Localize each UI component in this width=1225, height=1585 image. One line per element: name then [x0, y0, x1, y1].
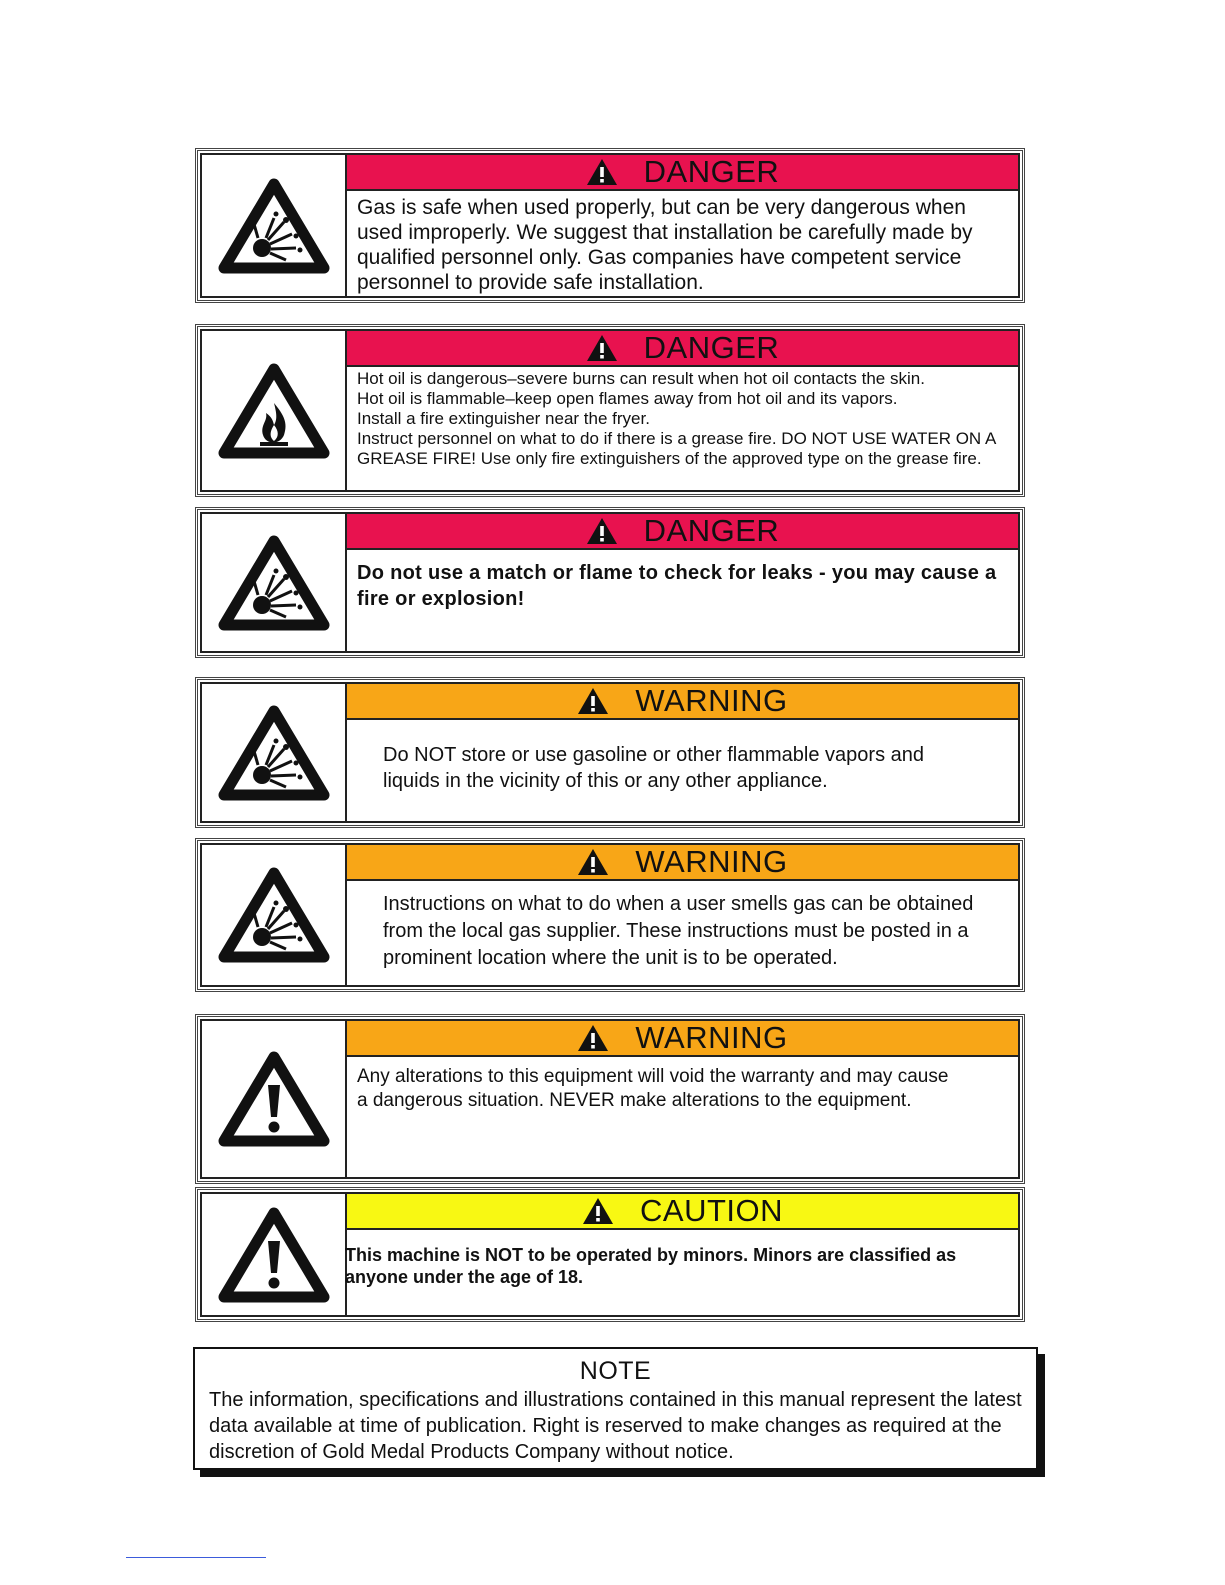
panel-text: Gas is safe when used properly, but can be very dangerous when used improperly. We suggest that installation be carefully made by qualified personnel only. Gas companies have competent service personnel to provide safe installation. [357, 196, 973, 294]
warning-panel-gas-smell [195, 838, 1025, 992]
exclamation-icon [202, 1194, 347, 1315]
caution-panel-minors [195, 1187, 1025, 1322]
warning-header [347, 845, 1018, 881]
explosion-icon [202, 684, 347, 821]
flammable-icon [202, 331, 347, 490]
warning-header [347, 1021, 1018, 1057]
explosion-icon [202, 155, 347, 296]
header-label: WARNING [635, 1020, 788, 1055]
warning-triangle-icon [582, 1197, 614, 1225]
warning-header [347, 684, 1018, 720]
danger-panel-hot-oil [195, 324, 1025, 497]
panel-text: Do NOT store or use gasoline or other flammable vapors and liquids in the vicinity of this or any other appliance. [383, 744, 925, 792]
text-line: Instruct personnel on what to do if there is a grease fire. DO NOT USE WATER ON A GREASE FIRE! Use only fire extinguishers of the approved type on the grease fire. [357, 429, 996, 468]
panel-text: Instructions on what to do when a user smells gas can be obtained from the local gas supplier. These instructions must be posted in a prominent location where the unit is to be operated. [383, 893, 974, 969]
text-line: Hot oil is dangerous–severe burns can result when hot oil contacts the skin. [357, 369, 925, 388]
text-line: Install a fire extinguisher near the fryer. [357, 409, 650, 428]
warning-panel-gasoline [195, 677, 1025, 828]
warning-triangle-icon [577, 848, 609, 876]
exclamation-icon [202, 1021, 347, 1177]
warning-triangle-icon [577, 1024, 609, 1052]
warning-panel-alterations [195, 1014, 1025, 1184]
panel-text: Do not use a match or flame to check for leaks - you may cause a fire or explosion! [357, 562, 997, 610]
warning-triangle-icon [586, 158, 618, 186]
panel-text [347, 367, 1018, 473]
danger-header [347, 331, 1018, 367]
danger-panel-leak-check [195, 507, 1025, 658]
note-box [193, 1347, 1038, 1470]
panel-text: This machine is NOT to be operated by minors. Minors are classified as anyone under the age of 18. [345, 1245, 957, 1287]
explosion-icon [202, 845, 347, 985]
warning-triangle-icon [577, 687, 609, 715]
header-label: WARNING [635, 844, 788, 879]
note-title: NOTE [579, 1357, 652, 1385]
header-label: WARNING [635, 683, 788, 718]
panel-text: Any alterations to this equipment will void the warranty and may cause a dangerous situation. NEVER make alterations to the equipment. [357, 1066, 949, 1111]
explosion-icon [202, 514, 347, 651]
warning-triangle-icon [586, 517, 618, 545]
caution-header [347, 1194, 1018, 1230]
danger-header [347, 514, 1018, 550]
header-label: DANGER [643, 330, 780, 365]
danger-header [347, 155, 1018, 191]
footer-link-underline [126, 1557, 266, 1558]
header-label: DANGER [643, 513, 780, 548]
warning-triangle-icon [586, 334, 618, 362]
text-line: Hot oil is flammable–keep open flames away from hot oil and its vapors. [357, 389, 898, 408]
danger-panel-gas-safety [195, 148, 1025, 303]
note-text: The information, specifications and illustrations contained in this manual represent the latest data available at time of publication. Right is reserved to make changes as required at the discretion of Gold Medal Products Company without notice. [209, 1389, 1022, 1463]
header-label: CAUTION [640, 1193, 783, 1228]
header-label: DANGER [643, 154, 780, 189]
